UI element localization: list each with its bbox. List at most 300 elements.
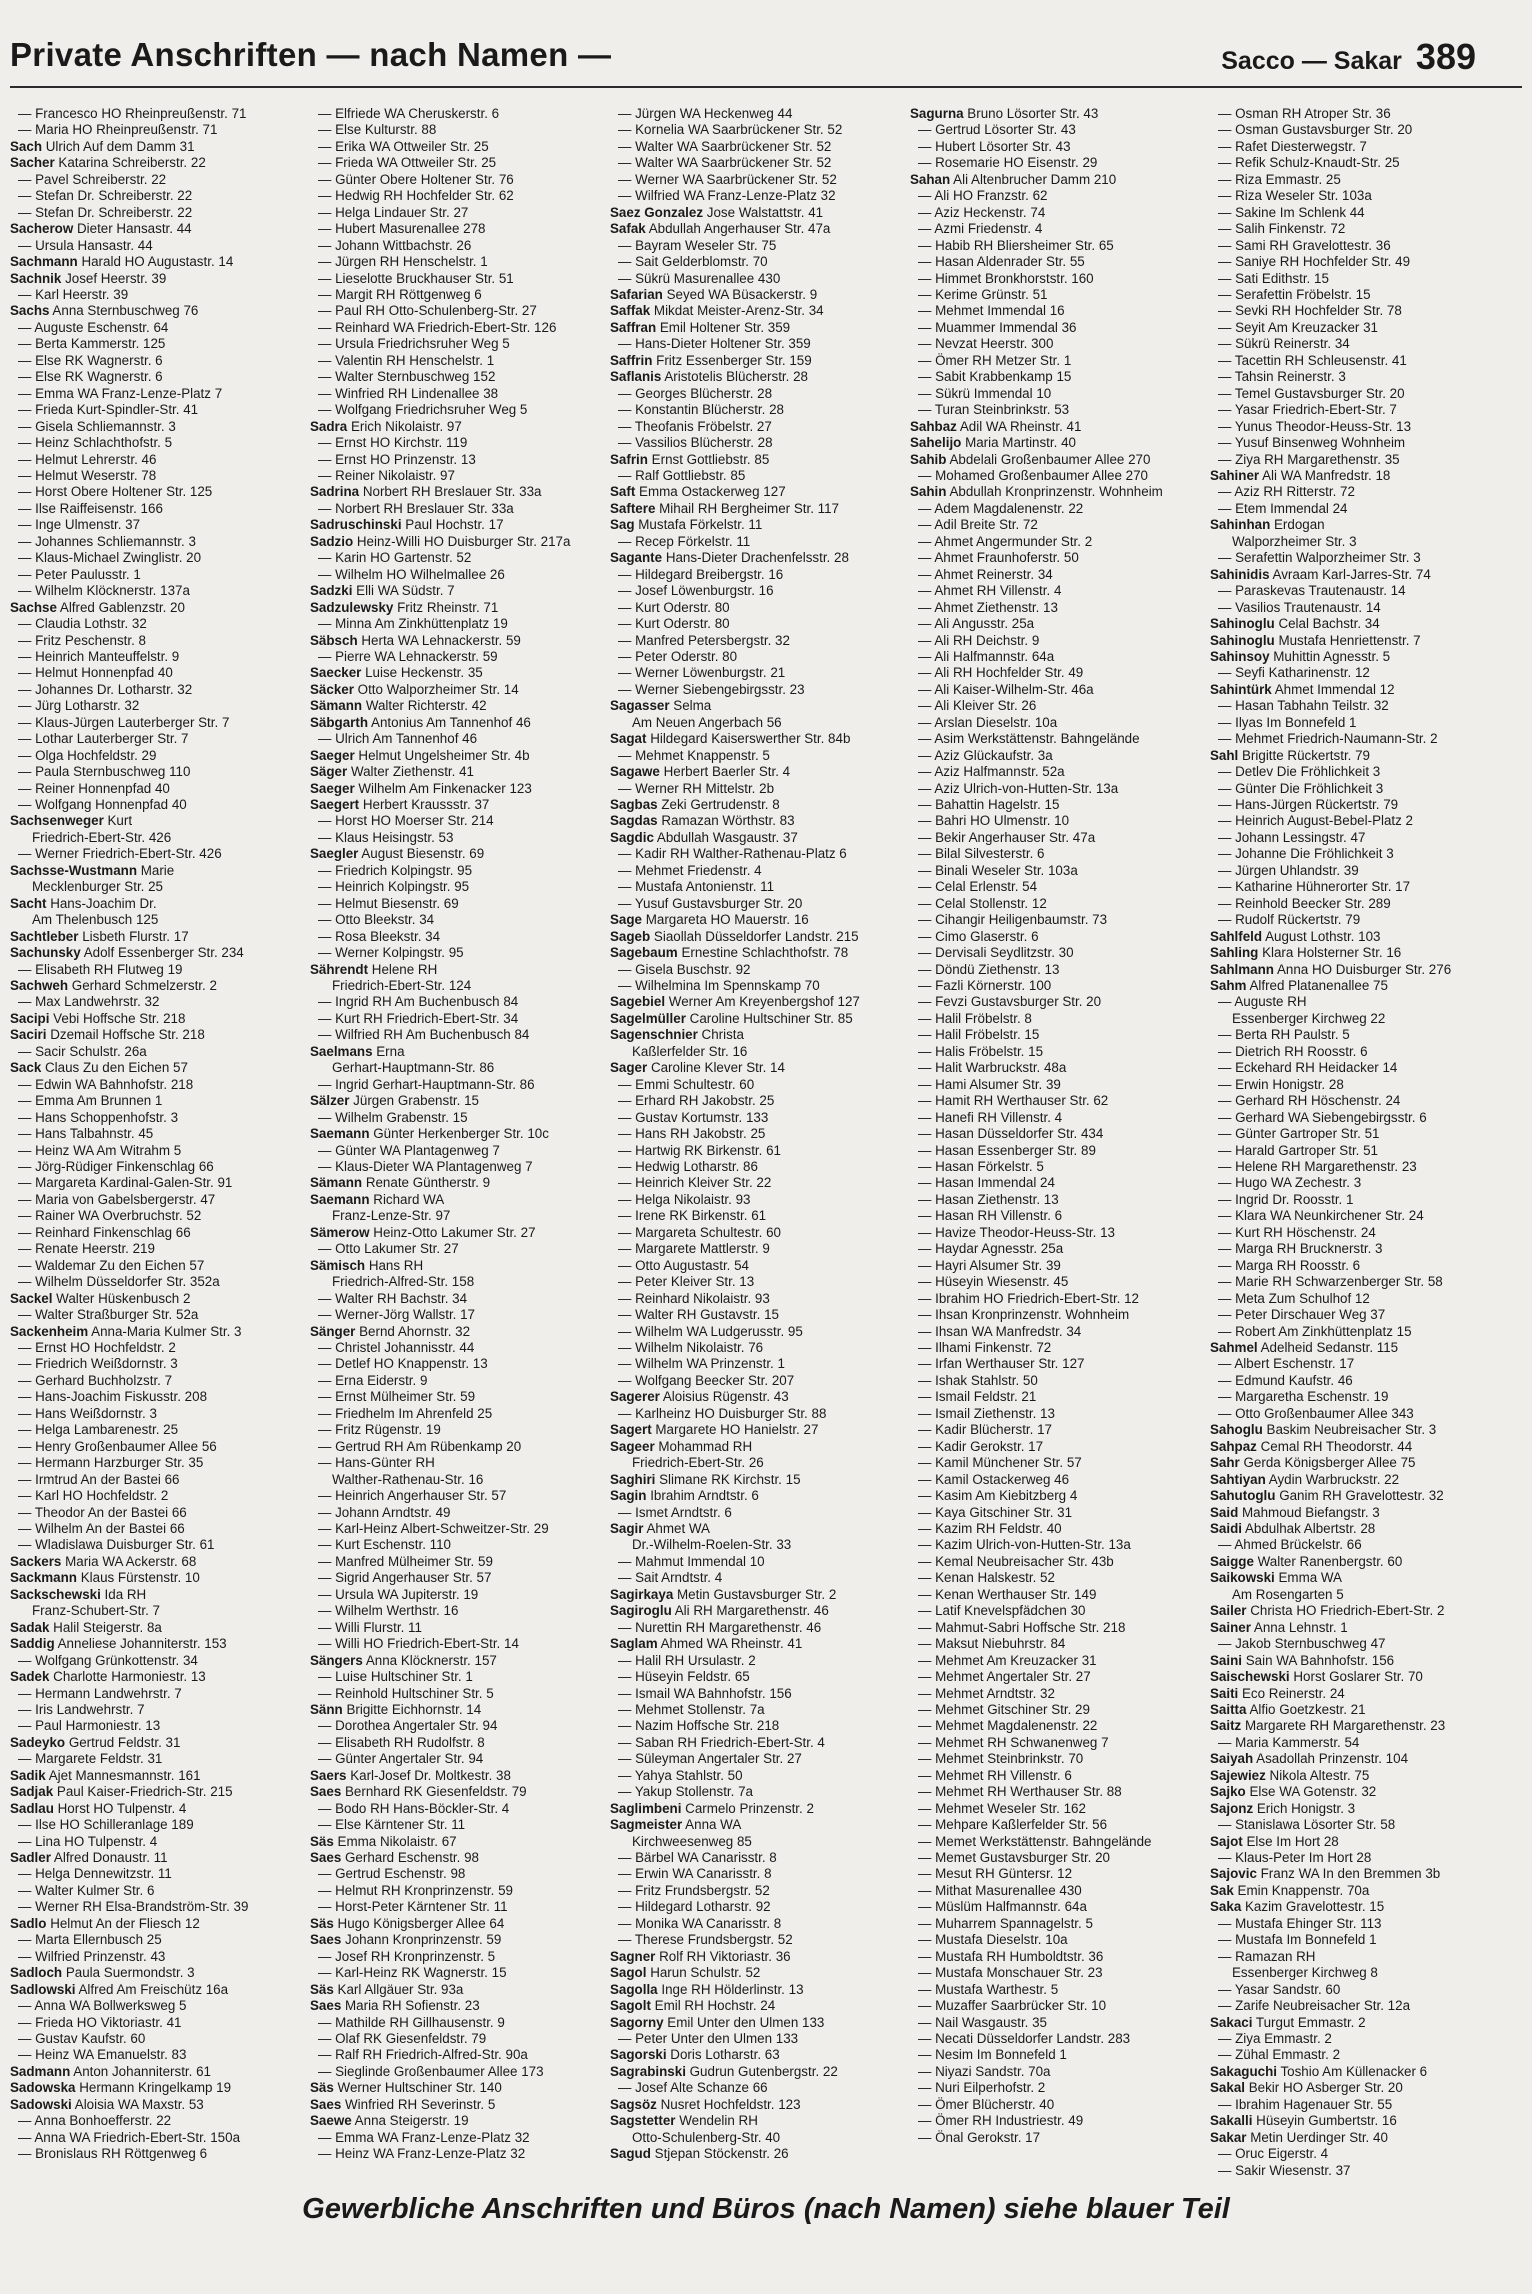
entry-surname: Sajot Else Im Hort 28 [1210, 1833, 1339, 1849]
entry-surname: Saini Sain WA Bahnhofstr. 156 [1210, 1652, 1395, 1668]
surname: Sage [610, 912, 643, 928]
entry: — Wilhelm HO Wilhelmallee 26 [318, 566, 505, 582]
entry: — Luise Hultschiner Str. 1 [318, 1669, 473, 1685]
surname: Sadzio [310, 533, 354, 549]
entry: — Werner RH Elsa-Brandström-Str. 39 [18, 1899, 249, 1915]
entry-surname: Sagolt Emil RH Hochstr. 24 [610, 1998, 776, 2014]
column-2 [310, 106, 598, 2166]
entry: — Manfred Petersbergstr. 32 [618, 632, 790, 648]
entry-surname: Sajewiez Nikola Altestr. 75 [1210, 1767, 1370, 1783]
entry: — Aziz Glückaufstr. 3a [918, 747, 1053, 763]
entry: — Willi Flurstr. 11 [318, 1619, 422, 1635]
entry-surname: Sadler Alfred Donaustr. 11 [10, 1850, 168, 1866]
surname: Saegert [310, 797, 360, 813]
entry: — Gerhard WA Siebengebirgsstr. 6 [1218, 1109, 1427, 1125]
entry: — Nesim Im Bonnefeld 1 [918, 2047, 1067, 2063]
entry: — Renate Heerstr. 219 [18, 1241, 155, 1257]
surname: Saffran [610, 319, 657, 335]
entry: — Werner WA Saarbrückener Str. 52 [618, 171, 837, 187]
surname: Saflanis [610, 369, 662, 385]
entry: — Else Kärntener Str. 11 [318, 1817, 466, 1833]
entry-surname: Sagdic Abdullah Wasgaustr. 37 [610, 829, 798, 845]
surname: Sahib [910, 451, 947, 467]
entry-surname: Sahinidis Avraam Karl-Jarres-Str. 74 [1210, 566, 1431, 582]
entry-surname: Sak Emin Knappenstr. 70a [1210, 1882, 1370, 1898]
surname: Sadloch [10, 1965, 63, 1981]
surname: Saemann [310, 1126, 370, 1142]
entry: — Karl Heerstr. 39 [18, 286, 129, 302]
surname: Sackers [10, 1553, 62, 1569]
entry: — Gertrud Lösorter Str. 43 [918, 122, 1076, 138]
entry: — Muharrem Spannagelstr. 5 [918, 1915, 1093, 1931]
surname: Saeger [310, 747, 355, 763]
surname: Sagrabinski [610, 2063, 686, 2079]
entry-surname: Sackers Maria WA Ackerstr. 68 [10, 1553, 197, 1569]
entry-continuation: Dr.-Wilhelm-Roelen-Str. 33 [632, 1537, 792, 1553]
entry: — Latif Knevelspfädchen 30 [918, 1603, 1086, 1619]
entry: — Memet Gustavsburger Str. 20 [918, 1850, 1111, 1866]
column-3 [610, 106, 898, 2166]
entry: — Döndü Ziethenstr. 13 [918, 961, 1060, 977]
entry: — Anna WA Friedrich-Ebert-Str. 150a [18, 2129, 241, 2145]
entry: — Bahri HO Ulmenstr. 10 [918, 813, 1070, 829]
entry: — Arslan Dieselstr. 10a [918, 714, 1058, 730]
entry-continuation: Essenberger Kirchweg 22 [1232, 1010, 1386, 1026]
entry: — Stanislawa Lösorter Str. 58 [1218, 1817, 1396, 1833]
entry-surname: Saffran Emil Holtener Str. 359 [610, 319, 791, 335]
entry: — Haydar Agnesstr. 25a [918, 1241, 1064, 1257]
entry-surname: Sakal Bekir HO Asberger Str. 20 [1210, 2080, 1403, 2096]
entry: — Reiner Nikolaistr. 97 [318, 467, 455, 483]
surname: Sakaguchi [1210, 2063, 1277, 2079]
entry: — Else RK Wagnerstr. 6 [18, 369, 163, 385]
surname: Saini [1210, 1652, 1242, 1668]
entry: — Ramazan RH [1218, 1948, 1316, 1964]
entry: — Hayri Alsumer Str. 39 [918, 1257, 1061, 1273]
surname: Sahutoglu [1210, 1488, 1276, 1504]
header-rule [10, 86, 1522, 88]
entry-surname: Saeger Helmut Ungelsheimer Str. 4b [310, 747, 530, 763]
surname: Saglam [610, 1636, 658, 1652]
surname: Saciri [10, 1027, 47, 1043]
entry: — Rainer WA Overbruchstr. 52 [18, 1208, 202, 1224]
entry-surname: Safrin Ernst Gottliebstr. 85 [610, 451, 770, 467]
surname: Saffrin [610, 352, 653, 368]
entry-surname: Saes Bernhard RK Giesenfeldstr. 79 [310, 1784, 527, 1800]
entry: — Halit Warbruckstr. 48a [918, 1060, 1067, 1076]
entry: — Aziz RH Ritterstr. 72 [1218, 484, 1355, 500]
entry: — Paul RH Otto-Schulenberg-Str. 27 [318, 303, 537, 319]
entry: — Horst HO Moerser Str. 214 [318, 813, 494, 829]
surname: Saiti [1210, 1685, 1239, 1701]
entry: — Fazli Körnerstr. 100 [918, 978, 1052, 994]
surname: Saghiri [610, 1471, 656, 1487]
entry: — Werner Siebengebirgsstr. 23 [618, 681, 805, 697]
surname: Säs [310, 1981, 334, 1997]
entry-surname: Sadak Halil Steigerstr. 8a [10, 1619, 162, 1635]
surname: Säs [310, 2080, 334, 2096]
entry-surname: Sackenheim Anna-Maria Kulmer Str. 3 [10, 1323, 242, 1339]
entry-surname: Sagud Stjepan Stöckenstr. 26 [610, 2146, 789, 2162]
entry: — Rosa Bleekstr. 34 [318, 928, 441, 944]
surname: Sadjak [10, 1784, 54, 1800]
entry-surname: Sagelmüller Caroline Hultschiner Str. 85 [610, 1010, 853, 1026]
entry: — Werner-Jörg Wallstr. 17 [318, 1307, 476, 1323]
entry: — Karin HO Gartenstr. 52 [318, 550, 472, 566]
entry: — Günter Obere Holtener Str. 76 [318, 171, 514, 187]
entry: — Ingrid Gerhart-Hauptmann-Str. 86 [318, 1076, 535, 1092]
entry: — Yahya Stahlstr. 50 [618, 1767, 743, 1783]
entry: — Mehmet Immendal 16 [918, 303, 1065, 319]
entry: — Albert Eschenstr. 17 [1218, 1356, 1355, 1372]
entry-surname: Sadruschinski Paul Hochstr. 17 [310, 517, 504, 533]
entry: — Kerime Grünstr. 51 [918, 286, 1048, 302]
surname: Sadlau [10, 1800, 54, 1816]
entry: — Robert Am Zinkhüttenplatz 15 [1218, 1323, 1412, 1339]
entry: — Hedwig Lotharstr. 86 [618, 1159, 758, 1174]
surname: Saddig [10, 1636, 55, 1652]
entry: — Sait Arndtstr. 4 [618, 1570, 723, 1586]
surname: Sagstetter [610, 2113, 676, 2129]
surname: Sagmeister [610, 1817, 683, 1833]
surname: Safarian [610, 286, 663, 302]
entry-surname: Sadik Ajet Mannesmannstr. 161 [10, 1767, 201, 1783]
entry: — Willi HO Friedrich-Ebert-Str. 14 [318, 1636, 519, 1652]
entry: — Ali Halfmannstr. 64a [918, 648, 1055, 664]
surname: Sacht [10, 895, 47, 911]
surname: Sagolla [610, 1981, 658, 1997]
entry: — Ahmed Brückelstr. 66 [1218, 1537, 1362, 1553]
entry: — Ibrahim Hagenauer Str. 55 [1218, 2096, 1393, 2112]
entry: — Etem Immendal 24 [1218, 500, 1348, 516]
surname: Saez Gonzalez [610, 204, 704, 220]
surname: Sagirkaya [610, 1586, 674, 1602]
entry: — Nevzat Heerstr. 300 [918, 336, 1054, 352]
surname: Saelmans [310, 1043, 373, 1059]
entry-surname: Saez Gonzalez Jose Walstattstr. 41 [610, 204, 824, 220]
entry-surname: Sainer Anna Lehnstr. 1 [1210, 1619, 1348, 1635]
surname: Sagir [610, 1520, 644, 1536]
surname: Sadlo [10, 1915, 47, 1931]
entry-surname: Sacht Hans-Joachim Dr. [10, 895, 157, 911]
entry-surname: Saglimbeni Carmelo Prinzenstr. 2 [610, 1800, 814, 1816]
entry-surname: Sahib Abdelali Großenbaumer Allee 270 [910, 451, 1151, 467]
entry: — Heinz WA Am Witrahm 5 [18, 1142, 182, 1158]
entry: — Ihsan Kronprinzenstr. Wohnheim [918, 1307, 1130, 1323]
entry: — Pavel Schreiberstr. 22 [18, 171, 167, 187]
entry: — Hasan Förkelstr. 5 [918, 1159, 1044, 1174]
entry: — Sükrü Immendal 10 [918, 385, 1052, 401]
entry: — Ilse HO Schilleranlage 189 [18, 1817, 194, 1833]
entry: — Johanne Die Fröhlichkeit 3 [1218, 846, 1394, 862]
entry: — Gustav Kortumstr. 133 [618, 1109, 769, 1125]
entry-surname: Sämann Walter Richterstr. 42 [310, 698, 487, 714]
entry: — Celal Erlenstr. 54 [918, 879, 1038, 895]
entry: — Recep Förkelstr. 11 [618, 533, 751, 549]
entry: — Elfriede WA Cheruskerstr. 6 [318, 106, 500, 121]
entry: — Cihangir Heiligenbaumstr. 73 [918, 912, 1108, 928]
entry-surname: Sahlmann Anna HO Duisburger Str. 276 [1210, 961, 1452, 977]
entry: — Henry Großenbaumer Allee 56 [18, 1438, 217, 1454]
entry: — Karl-Heinz Albert-Schweitzer-Str. 29 [318, 1520, 549, 1536]
entry-surname: Sahutoglu Ganim RH Gravelottestr. 32 [1210, 1488, 1444, 1504]
entry: — Sigrid Angerhauser Str. 57 [318, 1570, 492, 1586]
entry: — Kamil Ostackerweg 46 [918, 1471, 1070, 1487]
entry-surname: Sadloch Paula Suermondstr. 3 [10, 1965, 195, 1981]
entry-surname: Sahtiyan Aydin Warbruckstr. 22 [1210, 1471, 1400, 1487]
entry: — Aziz Heckenstr. 74 [918, 204, 1046, 220]
surname: Sahl [1210, 747, 1239, 763]
entry: — Kazim RH Feldstr. 40 [918, 1520, 1062, 1536]
surname: Saitz [1210, 1718, 1242, 1734]
entry: — Bayram Weseler Str. 75 [618, 237, 777, 253]
surname: Sahelijo [910, 435, 962, 451]
entry: — Ursula WA Jupiterstr. 19 [318, 1586, 479, 1602]
entry-surname: Sagbas Zeki Gertrudenstr. 8 [610, 797, 780, 813]
entry: — Süleyman Angertaler Str. 27 [618, 1751, 802, 1767]
surname: Säs [310, 1833, 334, 1849]
entry-continuation: Am Rosengarten 5 [1232, 1586, 1344, 1602]
entry: — Olaf RK Giesenfeldstr. 79 [318, 2031, 487, 2047]
surname: Sadzulewsky [310, 599, 394, 615]
entry: — Georges Blücherstr. 28 [618, 385, 773, 401]
entry-surname: Säbsch Herta WA Lehnackerstr. 59 [310, 632, 521, 648]
entry: — Azmi Friedenstr. 4 [918, 221, 1043, 237]
entry: — Werner Friedrich-Ebert-Str. 426 [18, 846, 222, 862]
entry: — Sakir Wiesenstr. 37 [1218, 2162, 1351, 2178]
entry: — Josef Alte Schanze 66 [618, 2080, 768, 2096]
entry: — Detlef HO Knappenstr. 13 [318, 1356, 488, 1372]
entry: — Müslüm Halfmannstr. 64a [918, 1899, 1087, 1915]
entry: — Hedwig RH Hochfelder Str. 62 [318, 188, 514, 204]
entry: — Fritz Frundsbergstr. 52 [618, 1882, 770, 1898]
entry: — Otto Großenbaumer Allee 343 [1218, 1405, 1414, 1421]
entry: — Dervisali Seydlitzstr. 30 [918, 945, 1074, 961]
entry: — Mehmet Angertaler Str. 27 [918, 1669, 1091, 1685]
entry: — Wilfried Prinzenstr. 43 [18, 1948, 166, 1964]
entry: — Hasan Düsseldorfer Str. 434 [918, 1126, 1104, 1142]
footer-note: Gewerbliche Anschriften und Büros (nach Namen) siehe blauer Teil [302, 2193, 1230, 2225]
entry: — Konstantin Blücherstr. 28 [618, 402, 784, 418]
entry-surname: Saft Emma Ostackerweg 127 [610, 484, 786, 500]
entry: — Kenan Halskestr. 52 [918, 1570, 1055, 1586]
surname: Sahbaz [910, 418, 957, 434]
entry: — Salih Finkenstr. 72 [1218, 221, 1346, 237]
entry: — Emma Am Brunnen 1 [18, 1093, 163, 1109]
entry: — Bärbel WA Canarisstr. 8 [618, 1850, 777, 1866]
entry-surname: Sagirkaya Metin Gustavsburger Str. 2 [610, 1586, 837, 1602]
entry-surname: Saes Winfried RH Severinstr. 5 [310, 2096, 496, 2112]
entry: — Aziz Ulrich-von-Hutten-Str. 13a [918, 780, 1119, 796]
entry: — Karlheinz HO Duisburger Str. 88 [618, 1405, 827, 1421]
entry: — Erhard RH Jakobstr. 25 [618, 1093, 775, 1109]
surname: Sagawe [610, 764, 660, 780]
entry: — Mehmet Weseler Str. 162 [918, 1800, 1086, 1816]
surname: Sadlowski [10, 1981, 76, 1997]
entry: — Klaus-Peter Im Hort 28 [1218, 1850, 1372, 1866]
surname: Sagebaum [610, 945, 678, 961]
entry: — Johann Lessingstr. 47 [1218, 829, 1366, 845]
entry: — Gerhard Buchholzstr. 7 [18, 1372, 173, 1388]
entry: — Karl HO Hochfeldstr. 2 [18, 1488, 169, 1504]
entry: — Ernst HO Kirchstr. 119 [318, 435, 468, 451]
entry-surname: Sagenschnier Christa [610, 1027, 744, 1043]
entry-surname: Sagorski Doris Lotharstr. 63 [610, 2047, 780, 2063]
entry: — Kazim Ulrich-von-Hutten-Str. 13a [918, 1537, 1131, 1553]
entry: — Erwin Honigstr. 28 [1218, 1076, 1344, 1092]
surname: Sageer [610, 1438, 655, 1454]
entry-surname: Sajko Else WA Gotenstr. 32 [1210, 1784, 1377, 1800]
surname: Saes [310, 1932, 342, 1948]
entry: — Peter Oderstr. 80 [618, 648, 738, 664]
entry: — Rudolf Rückertstr. 79 [1218, 912, 1361, 928]
entry-surname: Saigge Walter Ranenbergstr. 60 [1210, 1553, 1403, 1569]
entry-surname: Sadzio Heinz-Willi HO Duisburger Str. 217a [310, 533, 571, 549]
surname: Saers [310, 1767, 347, 1783]
entry-surname: Sadra Erich Nikolaistr. 97 [310, 418, 462, 434]
entry: — Hartwig RK Birkenstr. 61 [618, 1142, 781, 1158]
entry: — Ismail Feldstr. 21 [918, 1389, 1037, 1405]
entry: — Maria HO Rheinpreußenstr. 71 [18, 122, 218, 138]
entry: — Jürg Lotharstr. 32 [18, 698, 140, 714]
surname: Sagner [610, 1948, 656, 1964]
entry-surname: Säs Hugo Königsberger Allee 64 [310, 1915, 505, 1931]
entry: — Ahmet Reinerstr. 34 [918, 566, 1053, 582]
surname: Sahinsoy [1210, 648, 1270, 664]
entry: — Nuri Eilperhofstr. 2 [918, 2080, 1046, 2096]
surname: Sacherow [10, 221, 74, 237]
entry-surname: Sadlowski Alfred Am Freischütz 16a [10, 1981, 229, 1997]
entry: — Margaretha Eschenstr. 19 [1218, 1389, 1389, 1405]
entry: — Wilhelm Düsseldorfer Str. 352a [18, 1274, 220, 1290]
entry: — Wilhelm WA Ludgerusstr. 95 [618, 1323, 803, 1339]
entry-surname: Sakaguchi Toshio Am Küllenacker 6 [1210, 2063, 1428, 2079]
entry: — Ismail WA Bahnhofstr. 156 [618, 1685, 792, 1701]
entry: — Mehmet RH Villenstr. 6 [918, 1767, 1072, 1783]
entry: — Hugo WA Zechestr. 3 [1218, 1175, 1362, 1191]
entry: — Kurt Oderstr. 80 [618, 616, 730, 632]
surname: Sajko [1210, 1784, 1246, 1800]
surname: Sakar [1210, 2129, 1247, 2145]
surname: Sadak [10, 1619, 50, 1635]
entry: — Heinrich Manteuffelstr. 9 [18, 648, 180, 664]
entry: — Ali Angusstr. 25a [918, 616, 1035, 632]
entry: — Else Kulturstr. 88 [318, 122, 437, 138]
entry-surname: Säcker Otto Walporzheimer Str. 14 [310, 681, 519, 697]
entry: — Ralf RH Friedrich-Alfred-Str. 90a [318, 2047, 528, 2063]
entry: — Erwin WA Canarisstr. 8 [618, 1866, 772, 1882]
entry: — Ernst Mülheimer Str. 59 [318, 1389, 476, 1405]
entry-continuation: Otto-Schulenberg-Str. 40 [632, 2129, 781, 2145]
entry: — Seyit Am Kreuzacker 31 [1218, 319, 1379, 335]
entry: — Mathilde RH Gillhausenstr. 9 [318, 2014, 505, 2030]
entry-surname: Sadlo Helmut An der Fliesch 12 [10, 1915, 200, 1931]
surname: Sajonz [1210, 1800, 1254, 1816]
entry: — Bahattin Hagelstr. 15 [918, 797, 1060, 813]
entry: — Mehmet Friedrich-Naumann-Str. 2 [1218, 731, 1438, 747]
entry-surname: Sahlfeld August Lothstr. 103 [1210, 928, 1381, 944]
entry: — Minna Am Zinkhüttenplatz 19 [318, 616, 508, 632]
entry: — Wilhelmina Im Spennskamp 70 [618, 978, 820, 994]
surname: Sänger [310, 1323, 356, 1339]
entry-surname: Sahpaz Cemal RH Theodorstr. 44 [1210, 1438, 1413, 1454]
surname: Sahinhan [1210, 517, 1271, 533]
entry: — Sükrü Masurenallee 430 [618, 270, 781, 286]
entry-surname: Sagrabinski Gudrun Gutenbergstr. 22 [610, 2063, 838, 2079]
entry: — Günter Gartroper Str. 51 [1218, 1126, 1380, 1142]
entry: — Wilhelm Klöcknerstr. 137a [18, 583, 190, 599]
entry-surname: Saitz Margarete RH Margarethenstr. 23 [1210, 1718, 1446, 1734]
surname: Sagurna [910, 106, 964, 121]
entry: — Jörg-Rüdiger Finkenschlag 66 [18, 1159, 214, 1174]
entry: — Heinrich Kleiver Str. 22 [618, 1175, 772, 1191]
surname: Sakaci [1210, 2014, 1253, 2030]
entry: — Manfred Mülheimer Str. 59 [318, 1553, 493, 1569]
name-range: Sacco — Sakar [1221, 47, 1402, 75]
entry: — Margareta Kardinal-Galen-Str. 91 [18, 1175, 233, 1191]
surname: Safak [610, 221, 646, 237]
entry: — Hasan Ziethenstr. 13 [918, 1191, 1059, 1207]
entry: — Marie RH Schwarzenberger Str. 58 [1218, 1274, 1443, 1290]
entry: — Auguste Eschenstr. 64 [18, 319, 169, 335]
entry: — Gertrud Eschenstr. 98 [318, 1866, 466, 1882]
entry-surname: Saitta Alfio Goetzkestr. 21 [1210, 1701, 1366, 1717]
entry: — Theofanis Fröbelstr. 27 [618, 418, 772, 434]
entry-surname: Sagurna Bruno Lösorter Str. 43 [910, 106, 1099, 121]
entry: — Wolfgang Honnenpfad 40 [18, 797, 187, 813]
entry: — Muzaffer Saarbrücker Str. 10 [918, 1998, 1107, 2014]
entry-surname: Sagir Ahmet WA [610, 1520, 710, 1536]
surname: Sadra [310, 418, 348, 434]
entry-surname: Sagsöz Nusret Hochfeldstr. 123 [610, 2096, 801, 2112]
entry: — Himmet Bronkhorststr. 160 [918, 270, 1094, 286]
entry-surname: Sänger Bernd Ahornstr. 32 [310, 1323, 471, 1339]
surname: Saidi [1210, 1520, 1242, 1536]
entry-surname: Sahinhan Erdogan [1210, 517, 1325, 533]
entry: — Heinz WA Franz-Lenze-Platz 32 [318, 2146, 526, 2162]
entry-surname: Säs Werner Hultschiner Str. 140 [310, 2080, 502, 2096]
entry: — Ahmet Ziethenstr. 13 [918, 599, 1058, 615]
entry: — Ibrahim HO Friedrich-Ebert-Str. 12 [918, 1290, 1140, 1306]
surname: Sag [610, 517, 635, 533]
entry: — Saban RH Friedrich-Ebert-Str. 4 [618, 1734, 825, 1750]
entry-continuation: Gerhart-Hauptmann-Str. 86 [332, 1060, 495, 1076]
entry: — Karl-Heinz RK Wagnerstr. 15 [318, 1965, 507, 1981]
entry: — Helga Dennewitzstr. 11 [18, 1866, 172, 1882]
surname: Sagdas [610, 813, 658, 829]
entry-surname: Saka Kazim Gravelottestr. 15 [1210, 1899, 1385, 1915]
surname: Saewe [310, 2113, 352, 2129]
entry: — Margarete Feldstr. 31 [18, 1751, 163, 1767]
entry: — Mahmut Immendal 10 [618, 1553, 765, 1569]
entry-continuation: Friedrich-Ebert-Str. 426 [32, 829, 172, 845]
surname: Sagorny [610, 2014, 664, 2030]
entry-surname: Saffrin Fritz Essenberger Str. 159 [610, 352, 812, 368]
entry-continuation: Am Neuen Angerbach 56 [632, 714, 782, 730]
surname: Sailer [1210, 1603, 1247, 1619]
entry: — Helga Lindauer Str. 27 [318, 204, 469, 220]
surname: Saes [310, 1784, 342, 1800]
entry-surname: Sadlau Horst HO Tulpenstr. 4 [10, 1800, 187, 1816]
entry: — Mustafa Im Bonnefeld 1 [1218, 1932, 1377, 1948]
entry: — Refik Schulz-Knaudt-Str. 25 [1218, 155, 1400, 171]
entry-surname: Saffak Mikdat Meister-Arenz-Str. 34 [610, 303, 824, 319]
entry: — Jürgen RH Henschelstr. 1 [318, 254, 488, 270]
entry: — Ömer Blücherstr. 40 [918, 2096, 1055, 2112]
entry: — Ömer RH Industriestr. 49 [918, 2113, 1084, 2129]
surname: Sagert [610, 1422, 652, 1438]
entry: — Tacettin RH Schleusenstr. 41 [1218, 352, 1407, 368]
